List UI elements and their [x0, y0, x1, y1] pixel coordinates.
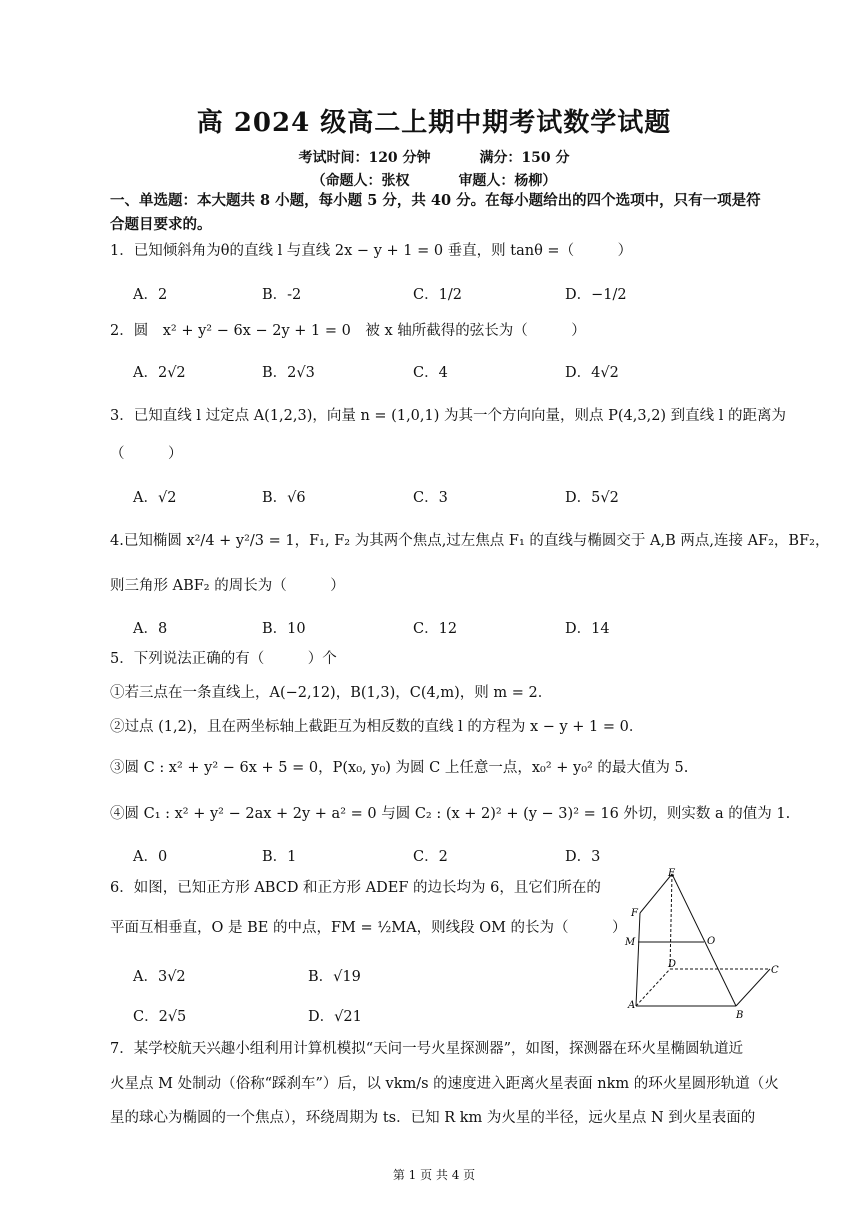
question-5-stem: 5．下列说法正确的有（ ）个	[110, 651, 337, 667]
q5-option-b: B．1	[262, 849, 297, 865]
q1-option-b: B．-2	[262, 287, 302, 303]
question-4-stem-2: 则三角形 ABF₂ 的周长为（ ）	[110, 578, 345, 594]
reviewer: 审题人：杨柳）	[458, 173, 557, 189]
fig-label-d: D	[668, 959, 677, 970]
q4-option-c: C．12	[413, 621, 458, 637]
q4-option-b: B．10	[262, 621, 306, 637]
question-6-stem-2: 平面互相垂直，O 是 BE 的中点，FM = ½MA，则线段 OM 的长为（ ）	[110, 920, 627, 936]
question-7-line-1: 7．某学校航天兴趣小组利用计算机模拟“天问一号火星探测器”，如图，探测器在环火星椭圆轨道近	[110, 1041, 744, 1057]
question-5-statement-1: ①若三点在一条直线上，A(−2,12)，B(1,3)，C(4,m)，则 m = 2．	[110, 685, 553, 701]
q2-option-b: B．2√3	[262, 365, 315, 381]
fig-label-c: C	[771, 965, 779, 976]
q2-option-a: A．2√2	[133, 365, 186, 381]
question-1-stem: 1．已知倾斜角为θ的直线 l 与直线 2x − y + 1 = 0 垂直，则 tanθ =（ ）	[110, 243, 633, 259]
question-5-statement-4: ④圆 C₁ : x² + y² − 2ax + 2y + a² = 0 与圆 C₂ : (x + 2)² + (y − 3)² = 16 外切，则实数 a 的值为 1.	[110, 806, 791, 822]
question-3-stem-2: （ ）	[110, 446, 183, 462]
q5-option-a: A．0	[133, 849, 168, 865]
section-heading: 一、单选题：本大题共 8 小题，每小题 5 分，共 40 分。在每小题给出的四个选项中，只有一项是符合题目要求的。	[110, 192, 761, 233]
q2-option-c: C．4	[413, 365, 448, 381]
exam-authors	[0, 170, 868, 190]
q6-option-a: A．3√2	[133, 969, 186, 985]
question-3-stem: 3．已知直线 l 过定点 A(1,2,3)，向量 n = (1,0,1) 为其一个方向向量，则点 P(4,3,2) 到直线 l 的距离为	[110, 408, 787, 424]
fig-label-e: E	[668, 868, 676, 879]
question-7-line-3: 星的球心为椭圆的一个焦点），环绕周期为 ts．已知 R km 为火星的半径，远火星点 N 到火星表面的	[110, 1110, 756, 1126]
question-2-stem: 2．圆 x² + y² − 6x − 2y + 1 = 0 被 x 轴所截得的弦长为（ ）	[110, 323, 586, 339]
q3-option-c: C．3	[413, 490, 448, 506]
q5-option-c: C．2	[413, 849, 448, 865]
fig-label-m: M	[625, 937, 636, 948]
q6-option-b: B．√19	[308, 969, 361, 985]
fig-label-b: B	[736, 1010, 744, 1021]
q3-option-b: B．√6	[262, 490, 306, 506]
exam-time: 考试时间：120 分钟	[298, 150, 431, 166]
q1-option-d: D．−1/2	[565, 287, 627, 303]
q1-option-a: A．2	[133, 287, 168, 303]
question-6-stem: 6．如图，已知正方形 ABCD 和正方形 ADEF 的边长均为 6，且它们所在的	[110, 880, 601, 896]
q3-option-a: A．√2	[133, 490, 177, 506]
page-footer: 第 1 页 共 4 页	[392, 1168, 476, 1182]
fig-label-a: A	[628, 1000, 636, 1011]
question-7-line-2: 火星点 M 处制动（俗称“踩刹车”）后，以 vkm/s 的速度进入距离火星表面 nkm 的环火星圆形轨道（火	[110, 1076, 779, 1092]
q6-option-c: C．2√5	[133, 1009, 187, 1025]
q5-option-d: D．3	[565, 849, 601, 865]
author: （命题人：张权	[311, 173, 410, 189]
fig-label-o: O	[707, 936, 716, 947]
q3-option-d: D．5√2	[565, 490, 619, 506]
full-score: 满分：150 分	[479, 150, 570, 166]
q2-option-d: D．4√2	[565, 365, 619, 381]
question-5-statement-3: ③圆 C : x² + y² − 6x + 5 = 0，P(x₀, y₀) 为圆 C 上任意一点，x₀² + y₀² 的最大值为 5.	[110, 760, 689, 776]
q1-option-c: C．1/2	[413, 287, 462, 303]
fig-label-f: F	[631, 908, 638, 919]
q4-option-a: A．8	[133, 621, 168, 637]
geometry-figure	[620, 866, 780, 1026]
page-title: 高 2024 级高二上期中期考试数学试题	[196, 108, 672, 138]
q6-option-d: D．√21	[308, 1009, 362, 1025]
question-5-statement-2: ②过点 (1,2)，且在两坐标轴上截距互为相反数的直线 l 的方程为 x − y + 1 = 0．	[110, 719, 644, 735]
exam-meta	[0, 147, 868, 167]
question-4-stem: 4.已知椭圆 x²/4 + y²/3 = 1，F₁, F₂ 为其两个焦点,过左焦点 F₁ 的直线与椭圆交于 A,B 两点,连接 AF₂，BF₂，	[110, 533, 830, 549]
q4-option-d: D．14	[565, 621, 610, 637]
